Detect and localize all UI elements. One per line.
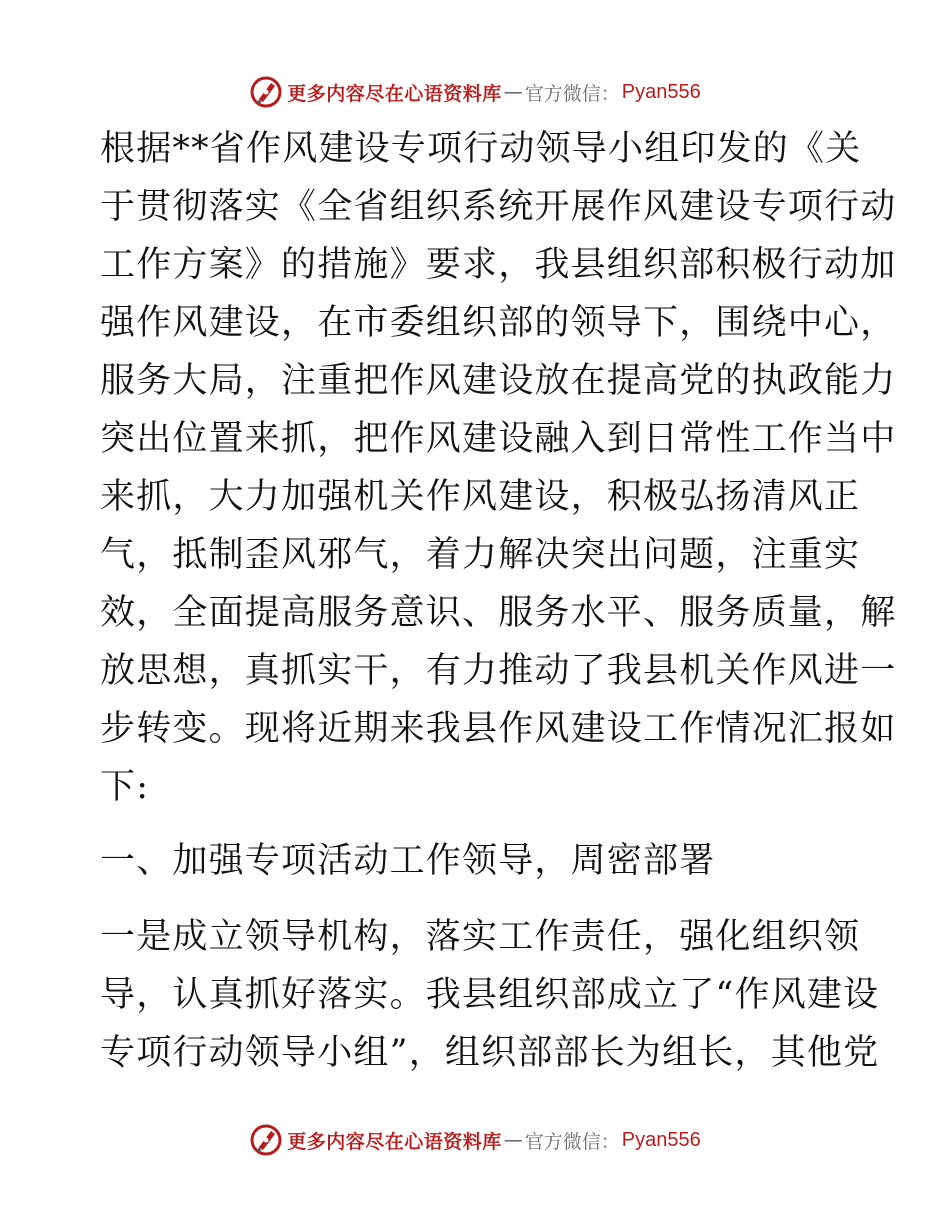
- intro-line: 放思想，真抓实干，有力推动了我县机关作风进一: [100, 651, 897, 691]
- pen-logo-icon: [249, 1123, 283, 1157]
- intro-line: 服务大局，注重把作风建设放在提高党的执政能力: [100, 361, 897, 401]
- intro-line: 强作风建设，在市委组织部的领导下，围绕中心，: [100, 303, 897, 343]
- intro-line: 步转变。现将近期来我县作风建设工作情况汇报如: [100, 709, 897, 749]
- header-banner: [0, 72, 950, 112]
- footer-site-name: 更多内容尽在心语资料库: [287, 1130, 502, 1153]
- intro-line: 工作方案》的措施》要求，我县组织部积极行动加: [100, 245, 897, 285]
- intro-line: 气，抵制歪风邪气，着力解决突出问题，注重实: [100, 535, 861, 575]
- intro-line: 突出位置来抓，把作风建设融入到日常性工作当中: [100, 419, 897, 459]
- pen-logo-icon: [249, 75, 283, 109]
- header-wechat-id: Pyan556: [621, 80, 701, 103]
- intro-line: 下:: [100, 767, 150, 807]
- section-heading: 一、加强专项活动工作领导，周密部署: [100, 841, 716, 881]
- footer-wechat-label: 官方微信：: [524, 1130, 620, 1153]
- footer-dash: —: [503, 1129, 523, 1151]
- footer-banner: [0, 1120, 950, 1160]
- section-line: 专项行动领导小组”，组织部部长为组长，其他党: [100, 1033, 880, 1073]
- header-wechat-label: 官方微信：: [524, 82, 620, 105]
- intro-line: 效，全面提高服务意识、服务水平、服务质量，解: [100, 593, 897, 633]
- intro-line: 于贯彻落实《全省组织系统开展作风建设专项行动: [100, 187, 897, 227]
- intro-line: 来抓，大力加强机关作风建设，积极弘扬清风正: [100, 477, 861, 517]
- section-line: 导，认真抓好落实。我县组织部成立了“作风建设: [100, 975, 880, 1015]
- footer-wechat-id: Pyan556: [621, 1128, 701, 1151]
- section-line: 一是成立领导机构，落实工作责任，强化组织领: [100, 917, 861, 957]
- intro-line: 根据**省作风建设专项行动领导小组印发的《关: [100, 129, 862, 169]
- header-site-name: 更多内容尽在心语资料库: [287, 82, 502, 105]
- header-dash: —: [503, 81, 523, 103]
